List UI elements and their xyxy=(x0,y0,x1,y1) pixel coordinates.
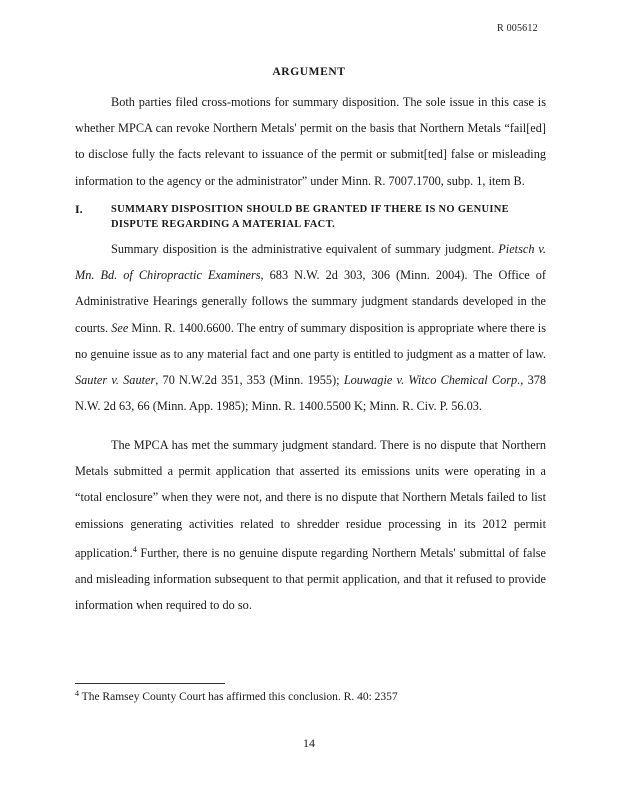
footnote-divider xyxy=(75,683,225,684)
intro-paragraph: Both parties filed cross-motions for summary disposition. The sole issue in this case is whether MPCA can revoke Northern Metals' permit on the basis that Northern Metals “fail[ed] to disclose fully the facts relevant to issuance of the permit or submit[ted] false or misleading information to the agency or the administrator” under Minn. R. 7007.1700, subp. 1, item B. xyxy=(75,95,546,188)
footnote xyxy=(75,689,398,703)
section-number: I. xyxy=(75,202,83,216)
case-citation-pietsch: Pietsch v. Mn. Bd. of Chiropractic Examiners xyxy=(75,242,547,283)
bates-number: R 005612 xyxy=(497,23,538,34)
page-number: 14 xyxy=(303,736,315,750)
section-title: SUMMARY DISPOSITION SHOULD BE GRANTED IF THERE IS NO GENUINE DISPUTE REGARDING A MATERIAL FACT. xyxy=(111,204,509,230)
mpca-standard-paragraph xyxy=(75,432,546,618)
paragraph-text: , 70 N.W.2d 351, 353 (Minn. 1955); xyxy=(155,373,344,388)
footnote-reference: 4 xyxy=(132,544,137,554)
footnote-marker: 4 xyxy=(75,689,79,698)
footnote-text: The Ramsey County Court has affirmed this conclusion. R. 40: 2357 xyxy=(79,691,398,703)
paragraph-text: Minn. R. 1400.6600. The entry of summary disposition is appropriate where there is no genuine issue as to any material fact and one party is entitled to judgment as a matter of law. xyxy=(75,320,546,361)
argument-heading: ARGUMENT xyxy=(272,66,346,78)
case-citation-louwagie: Louwagie v. Witco Chemical Corp. xyxy=(343,373,521,388)
case-citation-sauter: Sauter v. Sauter xyxy=(75,373,156,388)
paragraph-text: , 683 N.W. 2d 303, 306 (Minn. 2004). The Office of Administrative Hearings generally follows the summary judgment standards developed in the courts. xyxy=(75,268,546,335)
paragraph-text: , 378 N.W. 2d 63, 66 (Minn. App. 1985); Minn. R. 1400.5500 K; Minn. R. Civ. P. 56.03. xyxy=(75,373,547,414)
paragraph-text: Further, there is no genuine dispute regarding Northern Metals' submittal of false and misleading information subsequent to that permit application, and that it refused to provide information when required to do so. xyxy=(75,545,546,613)
paragraph-text: The MPCA has met the summary judgment standard. There is no dispute that Northern Metals submitted a permit application that asserted its emissions units were operating in a “total enclosure” when they were not, and there is no dispute that Northern Metals failed to list emissions generating activities related to shredder residue processing in its 2012 permit application. xyxy=(75,438,546,560)
see-signal: See xyxy=(111,320,129,335)
summary-disposition-paragraph xyxy=(75,236,546,419)
paragraph-text: Summary disposition is the administrative equivalent of summary judgment. xyxy=(111,242,499,256)
